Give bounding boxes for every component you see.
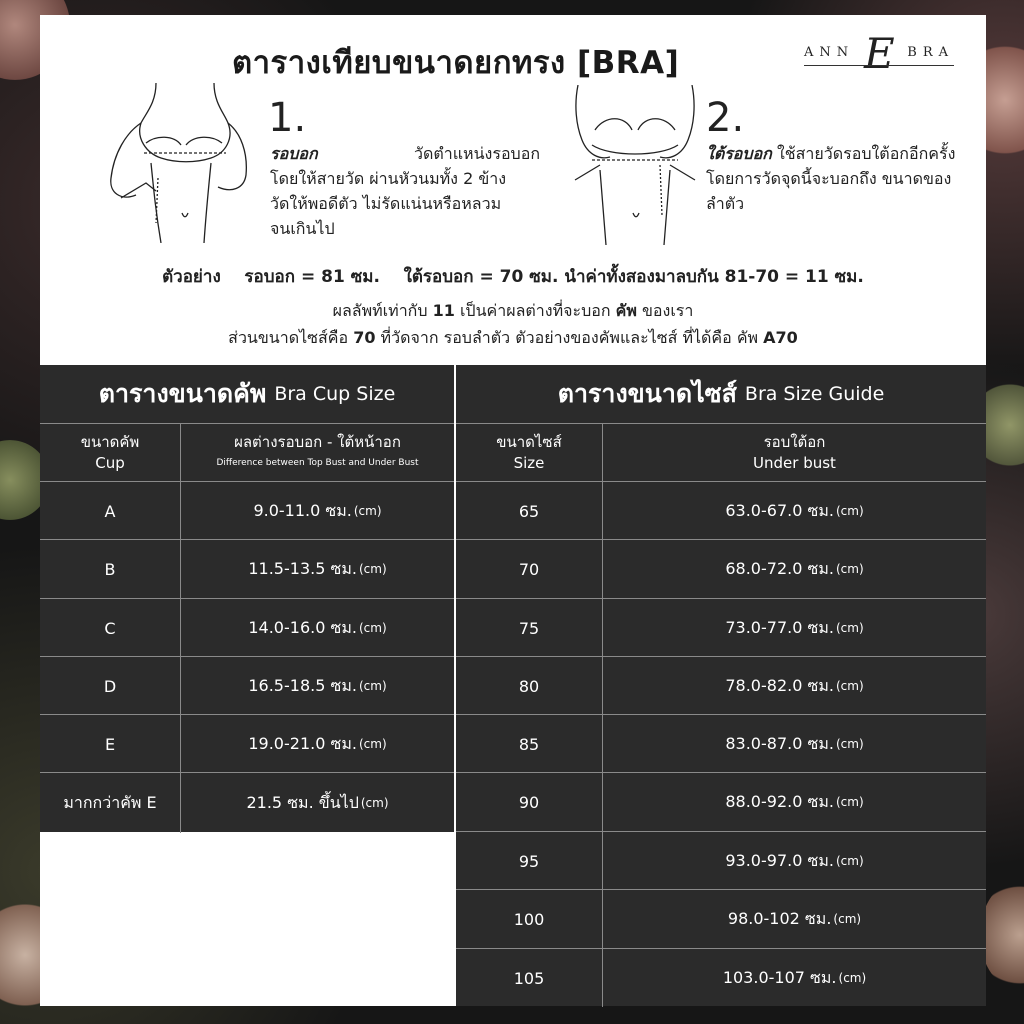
range-cell <box>603 773 986 831</box>
size-cell: 80 <box>456 657 603 715</box>
table-row <box>40 598 454 657</box>
range-value: 83.0-87.0 ซม. <box>725 733 834 753</box>
step-1-line: วัดให้พอดีตัว ไม่รัดแน่นหรือหลวม <box>270 194 502 213</box>
range-unit: (cm) <box>358 621 387 635</box>
cup-cell: มากกว่าคัพ E <box>40 773 181 833</box>
header-en: Size <box>513 453 545 472</box>
result-number: 11 <box>432 301 455 320</box>
range-cell <box>181 482 454 540</box>
header-en: Difference between Top Bust and Under Bust <box>216 457 419 468</box>
size-cell: 105 <box>456 949 603 1007</box>
cup-table <box>40 423 454 832</box>
cup-table-header-row <box>40 423 454 481</box>
brand-logo <box>804 29 954 83</box>
table-row <box>456 656 986 715</box>
result-number: 70 <box>353 328 376 347</box>
range-cell <box>603 599 986 657</box>
range-cell <box>181 657 454 715</box>
step-1-term: รอบอก <box>270 144 318 163</box>
step-2-line: โดยการวัดจุดนี้จะบอกถึง ขนาดของ <box>706 169 952 188</box>
range-cell <box>181 599 454 657</box>
range-cell <box>603 832 986 890</box>
table-row <box>40 656 454 715</box>
step-2-line: ใช้สายวัดรอบใต้อกอีกครั้ง <box>776 144 956 163</box>
range-unit: (cm) <box>835 854 864 868</box>
size-cell: 75 <box>456 599 603 657</box>
range-value: 63.0-67.0 ซม. <box>725 500 834 520</box>
logo-text-right: BRA <box>907 45 954 60</box>
range-value: 19.0-21.0 ซม. <box>248 733 357 753</box>
range-cell <box>603 657 986 715</box>
size-table <box>456 423 986 1006</box>
range-cell <box>603 890 986 948</box>
range-value: 21.5 ซม. ขึ้นไป <box>246 792 359 812</box>
step-2-term: ใต้รอบอก <box>706 144 772 163</box>
step-1-line: จนเกินไป <box>270 219 335 238</box>
range-value: 73.0-77.0 ซม. <box>725 617 834 637</box>
cup-table-title <box>40 365 454 423</box>
range-unit: (cm) <box>353 504 382 518</box>
size-cell: 100 <box>456 890 603 948</box>
header-th: ผลต่างรอบอก - ใต้หน้าอก <box>234 432 401 451</box>
header-th: รอบใต้อก <box>763 432 826 451</box>
size-cell: 70 <box>456 540 603 598</box>
size-cell: 95 <box>456 832 603 890</box>
range-unit: (cm) <box>358 679 387 693</box>
cup-table-title-th: ตารางขนาดคัพ <box>98 379 267 408</box>
cup-header-cell <box>40 424 181 481</box>
logo-monogram: E <box>864 29 895 78</box>
size-header-cell <box>456 424 603 481</box>
step-2-line: ลำตัว <box>706 194 745 213</box>
logo-text-left: ANN <box>804 45 855 60</box>
example-result-2 <box>40 326 986 351</box>
header-th: ขนาดไซส์ <box>496 432 562 451</box>
range-value: 11.5-13.5 ซม. <box>248 558 357 578</box>
table-row <box>456 948 986 1007</box>
range-value: 68.0-72.0 ซม. <box>725 558 834 578</box>
table-row <box>456 539 986 598</box>
size-cell: 65 <box>456 482 603 540</box>
range-value: 93.0-97.0 ซม. <box>725 850 834 870</box>
range-unit: (cm) <box>358 737 387 751</box>
cup-cell: C <box>40 599 181 657</box>
logo-underline <box>804 65 954 66</box>
header-th: ขนาดคัพ <box>80 432 140 451</box>
result-text: ที่วัดจาก รอบลำตัว ตัวอย่างของคัพและไซส์ ที่ได้คือ คัพ <box>375 328 764 347</box>
step-1-text <box>270 141 540 241</box>
header-en: Under bust <box>753 453 836 472</box>
cup-cell: A <box>40 482 181 540</box>
range-cell <box>181 540 454 598</box>
cup-table-title-en: Bra Cup Size <box>274 383 396 405</box>
range-unit: (cm) <box>833 912 862 926</box>
range-unit: (cm) <box>835 504 864 518</box>
size-table-title-en: Bra Size Guide <box>744 383 885 405</box>
result-emphasis: คัพ <box>615 301 637 320</box>
underbust-header-cell <box>603 424 986 481</box>
cup-cell: D <box>40 657 181 715</box>
range-value: 14.0-16.0 ซม. <box>248 617 357 637</box>
underbust-measure-illustration <box>570 85 700 245</box>
range-unit: (cm) <box>835 621 864 635</box>
range-value: 78.0-82.0 ซม. <box>725 675 834 695</box>
example-line: ตัวอย่าง รอบอก = 81 ซม. ใต้รอบอก = 70 ซม. นำค่าทั้งสองมาลบกัน 81-70 = 11 ซม. <box>162 267 864 287</box>
range-value: 98.0-102 ซม. <box>727 908 832 928</box>
table-row <box>456 772 986 831</box>
range-unit: (cm) <box>360 796 389 810</box>
result-text: ของเรา <box>636 301 694 320</box>
result-emphasis: A70 <box>763 328 798 347</box>
range-unit: (cm) <box>835 795 864 809</box>
result-text: ส่วนขนาดไซส์คือ <box>228 328 354 347</box>
range-cell <box>603 949 986 1007</box>
size-cell: 85 <box>456 715 603 773</box>
range-cell <box>603 482 986 540</box>
step-1-number: 1. <box>268 95 307 141</box>
table-row <box>40 539 454 598</box>
cup-cell: B <box>40 540 181 598</box>
table-row <box>456 481 986 540</box>
range-cell <box>181 773 454 833</box>
range-value: 16.5-18.5 ซม. <box>248 675 357 695</box>
header-en: Cup <box>95 453 125 472</box>
result-text: เป็นค่าผลต่างที่จะบอก <box>454 301 616 320</box>
range-unit: (cm) <box>838 971 867 985</box>
example-result-1 <box>40 299 986 324</box>
range-value: 103.0-107 ซม. <box>722 967 837 987</box>
table-row <box>456 831 986 890</box>
range-cell <box>603 715 986 773</box>
step-1-line: วัดตำแหน่งรอบอก <box>413 144 540 163</box>
range-unit: (cm) <box>835 562 864 576</box>
range-value: 9.0-11.0 ซม. <box>253 500 352 520</box>
table-row <box>456 598 986 657</box>
cup-cell: E <box>40 715 181 773</box>
size-table-title <box>456 365 986 423</box>
step-2-number: 2. <box>706 95 745 141</box>
table-row <box>456 889 986 948</box>
page-title: ตารางเทียบขนาดยกทรง [BRA] <box>232 45 680 81</box>
range-unit: (cm) <box>835 737 864 751</box>
range-cell <box>181 715 454 773</box>
range-cell <box>603 540 986 598</box>
flower-decoration <box>980 880 1024 990</box>
table-row <box>40 714 454 773</box>
bust-measure-illustration <box>106 83 256 243</box>
result-text: ผลลัพท์เท่ากับ <box>332 301 433 320</box>
table-row <box>456 714 986 773</box>
table-row <box>40 772 454 833</box>
size-table-title-th: ตารางขนาดไซส์ <box>557 379 737 408</box>
step-2-text <box>706 141 986 216</box>
table-row <box>40 481 454 540</box>
range-unit: (cm) <box>358 562 387 576</box>
difference-header-cell <box>181 424 454 481</box>
size-cell: 90 <box>456 773 603 831</box>
step-1-line: โดยให้สายวัด ผ่านหัวนมทั้ง 2 ข้าง <box>270 169 507 188</box>
size-chart-card <box>40 15 986 1006</box>
range-value: 88.0-92.0 ซม. <box>725 791 834 811</box>
range-unit: (cm) <box>835 679 864 693</box>
size-table-header-row <box>456 423 986 481</box>
